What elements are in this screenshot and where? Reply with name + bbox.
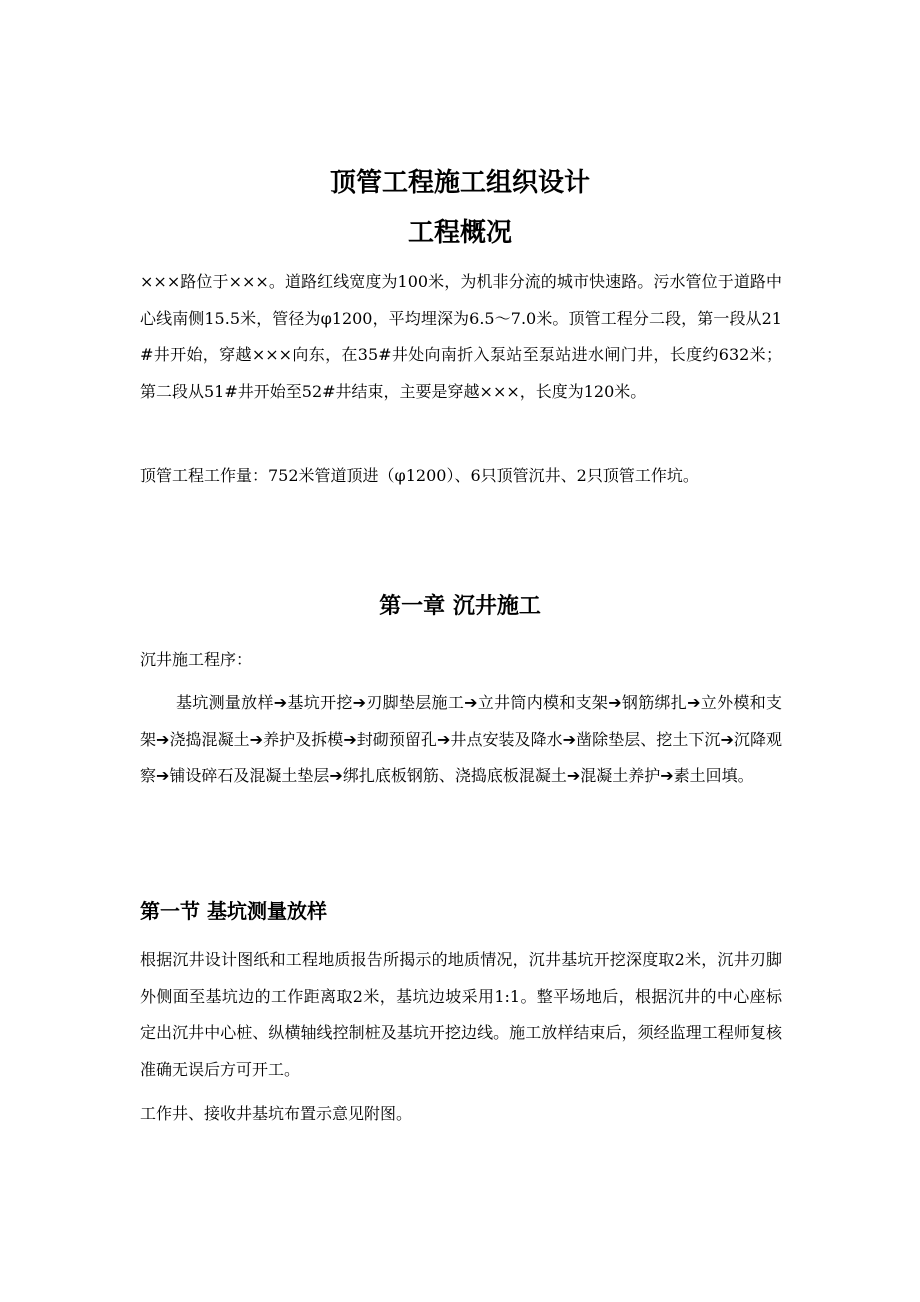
chapter-heading: 第一章 沉井施工: [379, 594, 541, 619]
document-subtitle: 工程概况: [407, 218, 512, 248]
procedure-label: 沉井施工程序：: [140, 650, 253, 669]
overview-paragraph: ×××路位于×××。道路红线宽度为100米，为机非分流的城市快速路。污水管位于道路中心线南侧15.5米，管径为φ1200，平均埋深为6.5～7.0米。顶管工程分二段，第一段从21#井开始，穿越×××向东，在35#井处向南折入泵站至泵站进水闸门井，长度约632米；第二段从51#井开始至52#井结束，主要是穿越×××，长度为120米。: [140, 272, 782, 401]
section-paragraph: 根据沉井设计图纸和工程地质报告所揭示的地质情况，沉井基坑开挖深度取2米，沉井刃脚外侧面至基坑边的工作距离取2米，基坑边坡采用1:1。整平场地后，根据沉井的中心座标定出沉井中心桩、纵横轴线控制桩及基坑开挖边线。施工放样结束后，须经监理工程师复核准确无误后方可开工。: [140, 950, 782, 1079]
workload-paragraph: 顶管工程工作量：752米管道顶进（φ1200）、6只顶管沉井、2只顶管工作坑。: [140, 466, 699, 485]
procedure-steps: 基坑测量放样➔基坑开挖➔刃脚垫层施工➔立井筒内模和支架➔钢筋绑扎➔立外模和支架➔浇捣混凝土➔养护及拆模➔封砌预留孔➔井点安装及降水➔凿除垫层、挖土下沉➔沉降观察➔铺设碎石及混凝土垫层➔绑扎底板钢筋、浇捣底板混凝土➔混凝土养护➔素土回填。: [140, 693, 782, 785]
section-note: 工作井、接收井基坑布置示意见附图。: [140, 1104, 413, 1123]
document-title: 顶管工程施工组织设计: [329, 168, 590, 198]
section-heading: 第一节 基坑测量放样: [140, 899, 327, 923]
